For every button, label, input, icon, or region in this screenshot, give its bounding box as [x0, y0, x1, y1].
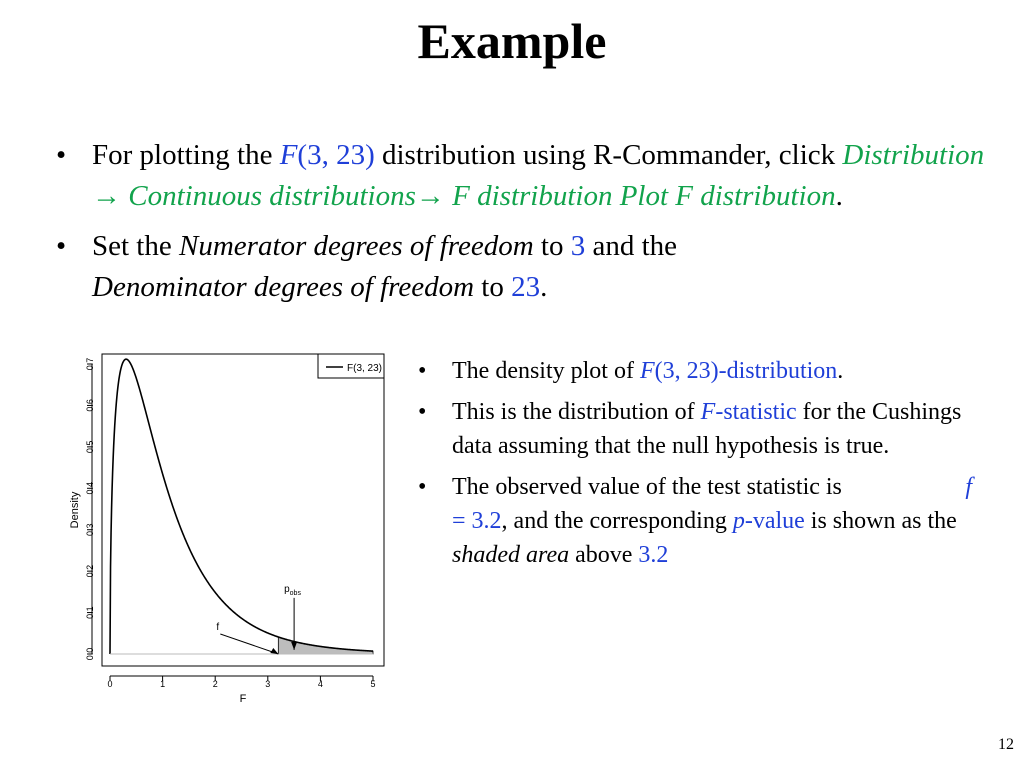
- f-letter: F: [700, 399, 716, 425]
- threshold-value: 3.2: [638, 542, 669, 568]
- bullet-text: to: [533, 230, 571, 262]
- menu-path: Distribution → Continuous distributions→ F distribution Plot F distribution: [92, 139, 985, 212]
- x-axis-label: F: [239, 693, 247, 705]
- p-obs-label: $p_{obs}$: [284, 583, 301, 597]
- side-bullet-statistic: [412, 395, 992, 463]
- bullet-dot: •: [56, 230, 67, 262]
- f-annotation-label: f: [216, 622, 220, 633]
- denominator-value: 23: [511, 271, 541, 303]
- f-distribution-name: (3, 23)-distribution: [654, 358, 838, 384]
- f-observed-value: = 3.2: [452, 508, 502, 534]
- side-bullet-list: [412, 354, 992, 579]
- y-tick-label: 0.5: [85, 440, 95, 454]
- bullet-text: For plotting the: [92, 139, 280, 171]
- p-value-term: -value: [744, 508, 805, 534]
- denominator-label: Denominator degrees of freedom: [92, 271, 475, 303]
- numerator-label: Numerator degrees of freedom: [179, 230, 534, 262]
- f-letter: F: [639, 358, 655, 384]
- side-bullet-density: [412, 354, 992, 388]
- bullet-end: .: [835, 180, 843, 212]
- x-tick-label: 1: [160, 679, 166, 689]
- bullet-end: .: [540, 271, 548, 303]
- bullet-dot: •: [418, 474, 427, 500]
- bullet-text: The density plot of: [452, 358, 640, 384]
- x-tick-label: 0: [107, 679, 113, 689]
- bullet-text: above: [569, 542, 639, 568]
- p-obs-subscript: obs: [289, 589, 301, 597]
- bullet-text: This is the distribution of: [452, 399, 701, 425]
- bullet-text: , and the corresponding: [501, 508, 733, 534]
- bullet-dot: •: [418, 358, 427, 384]
- slide-title: Example: [417, 13, 607, 69]
- bullet-text: for the Cushings data assuming that the null hypothesis is true.: [452, 399, 962, 459]
- legend-label: F(3, 23): [347, 363, 383, 374]
- f-arrow-line: [220, 634, 278, 654]
- x-tick-label: 4: [317, 679, 323, 689]
- bullet-text: to: [474, 271, 512, 303]
- side-bullet-observed: [412, 470, 992, 572]
- y-tick-label: 0.4: [85, 482, 95, 495]
- y-tick-label: 0.0: [85, 647, 95, 661]
- bullet-text: Set the: [92, 230, 179, 262]
- bullet-degrees-freedom: [50, 226, 990, 308]
- bullet-text: and the: [585, 230, 678, 262]
- y-tick-label: 0.1: [85, 606, 95, 619]
- numerator-value: 3: [570, 230, 586, 262]
- y-tick-label: 0.7: [85, 357, 95, 371]
- bullet-dot: •: [418, 399, 427, 425]
- f-arrow-head: [270, 648, 278, 654]
- y-tick-label: 0.6: [85, 399, 95, 412]
- p-letter: p: [732, 508, 745, 534]
- f-density-chart: [60, 350, 390, 710]
- x-tick-label: 2: [212, 679, 218, 689]
- bullet-end: .: [837, 358, 844, 384]
- y-axis-label: Density: [69, 491, 81, 529]
- bullet-dot: •: [56, 139, 67, 171]
- bullet-plotting: [50, 135, 990, 217]
- page-number: 12: [998, 736, 1014, 753]
- chart-legend: [318, 354, 384, 378]
- bullet-text: distribution using R-Commander, click: [374, 139, 836, 171]
- density-curve: [110, 359, 373, 654]
- shaded-area-term: shaded area: [452, 542, 570, 568]
- f-args: (3, 23): [297, 139, 375, 171]
- f-statistic-term: -statistic: [715, 399, 797, 425]
- y-tick-label: 0.2: [85, 564, 95, 578]
- bullet-text: The observed value of the test statistic is: [452, 474, 842, 500]
- bullet-text: is shown as the: [804, 508, 957, 534]
- main-bullet-list: [50, 135, 990, 317]
- y-tick-label: 0.3: [85, 523, 95, 536]
- x-tick-label: 5: [370, 679, 376, 689]
- f-letter: f: [965, 474, 972, 500]
- chart-axes: [85, 358, 376, 689]
- f-letter: F: [279, 139, 298, 171]
- x-tick-label: 3: [265, 679, 271, 689]
